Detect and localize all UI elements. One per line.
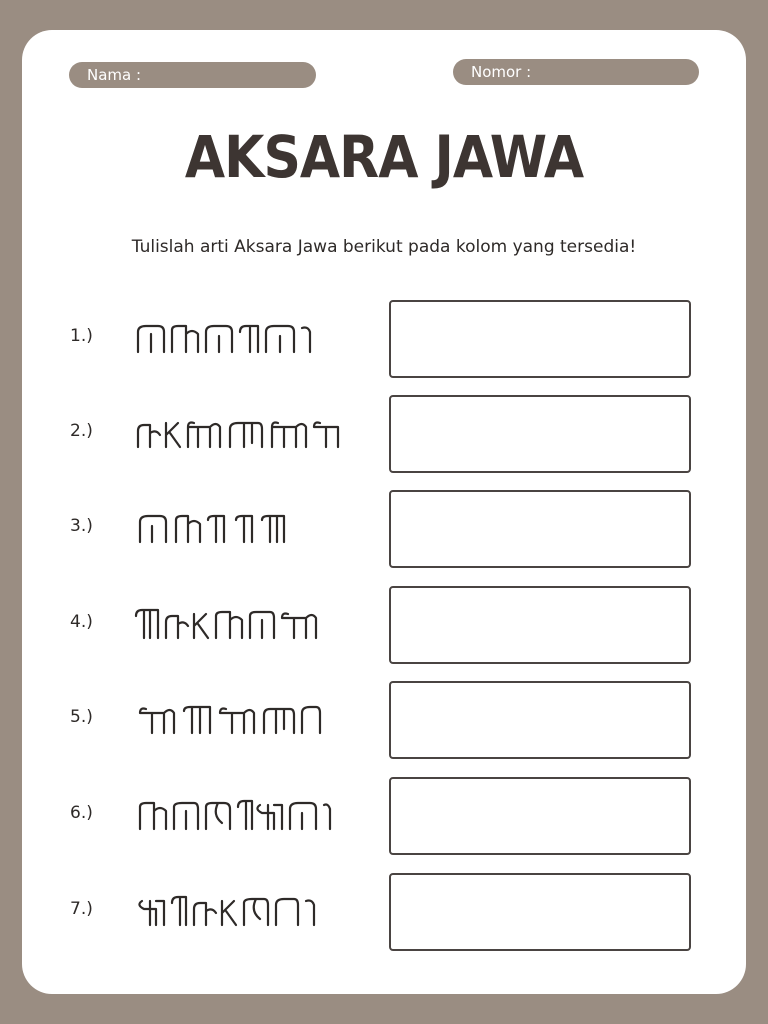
row-number: 4.) — [70, 612, 93, 632]
answer-box-3[interactable] — [389, 490, 691, 568]
answer-box-5[interactable] — [389, 681, 691, 759]
exercise-row-6 — [22, 777, 746, 857]
name-field[interactable] — [69, 62, 316, 88]
instruction-text: Tulislah arti Aksara Jawa berikut pada kolom yang tersedia! — [131, 237, 637, 257]
answer-box-4[interactable] — [389, 586, 691, 664]
javanese-script-6 — [134, 795, 334, 835]
javanese-script-3 — [134, 508, 314, 548]
row-number: 3.) — [70, 516, 93, 536]
javanese-script-2 — [134, 413, 344, 453]
exercise-row-5 — [22, 681, 746, 761]
number-field[interactable] — [453, 59, 699, 85]
answer-box-6[interactable] — [389, 777, 691, 855]
exercise-row-7 — [22, 873, 746, 953]
row-number: 1.) — [70, 326, 93, 346]
row-number: 7.) — [70, 899, 93, 919]
javanese-script-5 — [134, 699, 324, 739]
exercise-row-2 — [22, 395, 746, 475]
javanese-script-7 — [134, 891, 324, 931]
javanese-script-4 — [134, 604, 324, 644]
exercise-row-4 — [22, 586, 746, 666]
page-title: AKSARA JAWA — [184, 124, 584, 192]
javanese-script-1 — [134, 318, 314, 358]
exercise-row-3 — [22, 490, 746, 570]
answer-box-7[interactable] — [389, 873, 691, 951]
name-label: Nama : — [87, 66, 142, 84]
row-number: 6.) — [70, 803, 93, 823]
row-number: 2.) — [70, 421, 93, 441]
row-number: 5.) — [70, 707, 93, 727]
worksheet-sheet — [22, 30, 746, 994]
number-label: Nomor : — [471, 63, 532, 81]
answer-box-1[interactable] — [389, 300, 691, 378]
answer-box-2[interactable] — [389, 395, 691, 473]
exercise-row-1 — [22, 300, 746, 380]
